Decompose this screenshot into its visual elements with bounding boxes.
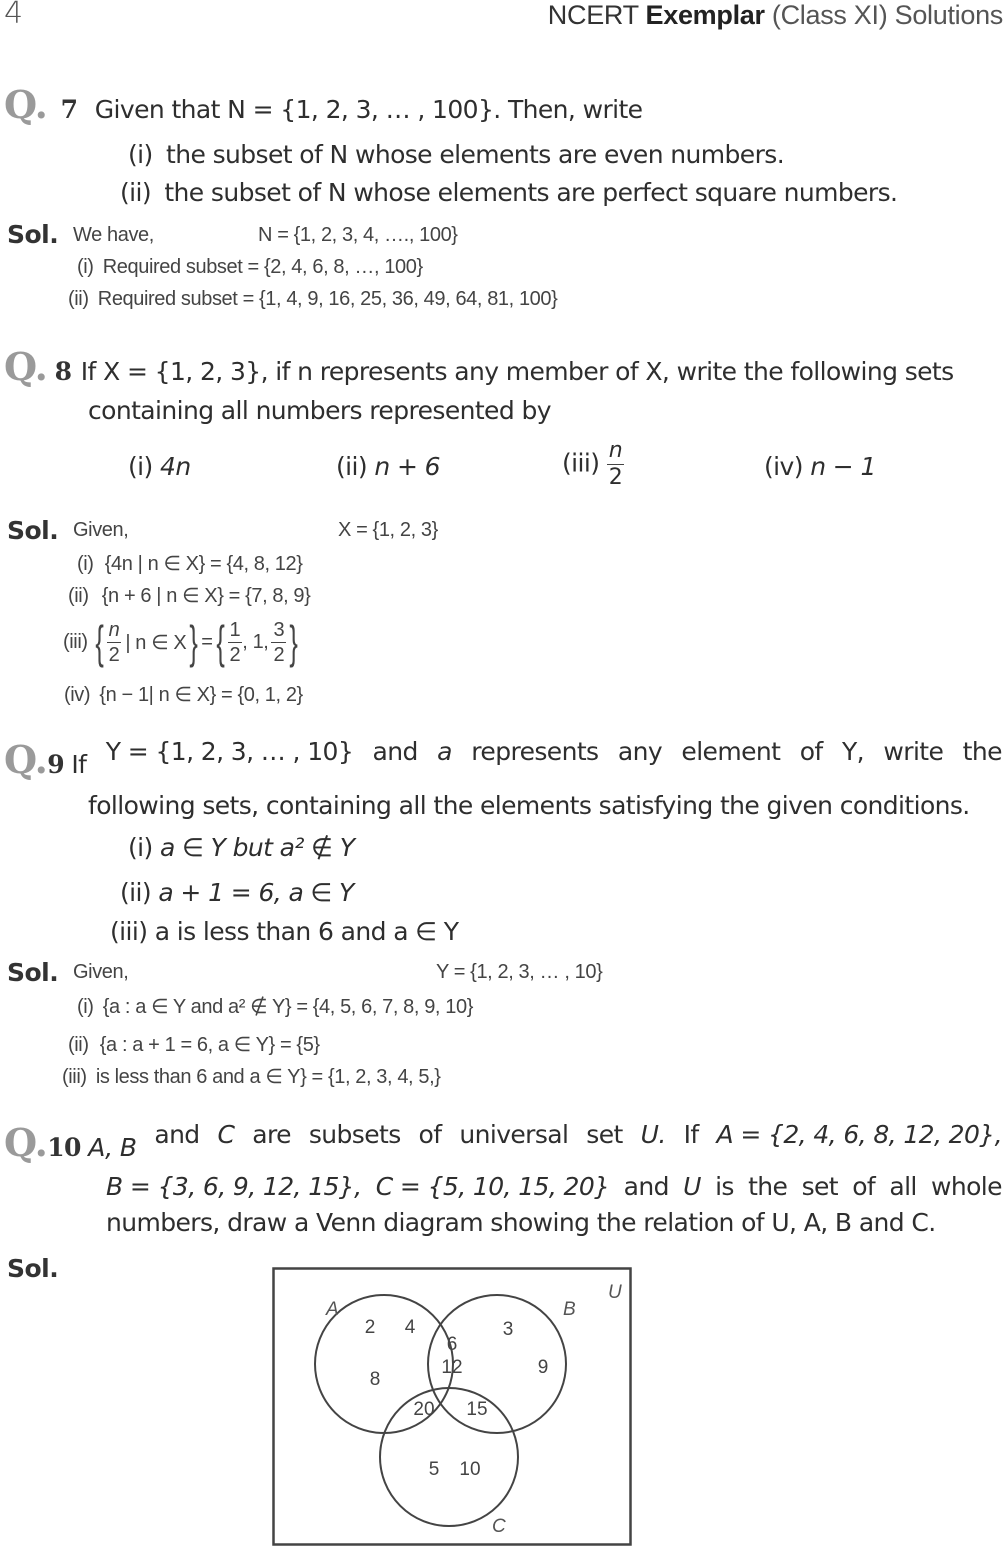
question-text-continued: following sets, containing all the elements satisfying the given conditions. bbox=[88, 791, 970, 820]
solution-given: N = {1, 2, 3, 4, …., 100} bbox=[258, 224, 458, 246]
region-a-and-b: 12 bbox=[441, 1357, 463, 1378]
solution-given: Y = {1, 2, 3, … , 10} bbox=[436, 961, 603, 983]
solution-line: (iii) is less than 6 and a ∈ Y} = {1, 2, 3, 4, 5,} bbox=[62, 1066, 441, 1088]
solution-intro: We have, bbox=[73, 224, 154, 246]
region-b-only: 3 bbox=[502, 1319, 514, 1340]
page-number: 4 bbox=[4, 0, 24, 31]
header-suffix: Solutions bbox=[894, 0, 1003, 30]
question-mark-icon: Q. bbox=[4, 82, 48, 127]
running-header bbox=[548, 0, 1003, 31]
region-c-only: 5 bbox=[428, 1459, 440, 1480]
question-text-continued: containing all numbers represented by bbox=[88, 396, 551, 425]
question-number: 9 bbox=[47, 750, 65, 779]
region-a-only: 4 bbox=[404, 1317, 416, 1338]
header-title-bold: Exemplar bbox=[645, 0, 765, 30]
solution-intro: Given, bbox=[73, 519, 129, 541]
question-text: Given that N = {1, 2, 3, … , 100}. Then, write bbox=[94, 95, 643, 124]
question-mark-icon: Q. bbox=[4, 737, 48, 782]
solution-label: Sol. bbox=[7, 1254, 59, 1283]
solution-line: (i) Required subset = {2, 4, 6, 8, …, 100} bbox=[77, 256, 423, 278]
question-text-continued: B = {3, 6, 9, 12, 15}, C = {5, 10, 15, 20} and U is the set of all whole bbox=[106, 1172, 1002, 1201]
region-b-only: 9 bbox=[537, 1357, 549, 1378]
question-8-part-iv: (iv) n − 1 bbox=[764, 452, 876, 481]
question-9-part-ii: (ii) a + 1 = 6, a ∈ Y bbox=[120, 878, 354, 907]
set-a-label: A bbox=[326, 1299, 339, 1320]
question-7-part-ii: (ii) the subset of N whose elements are perfect square numbers. bbox=[120, 178, 898, 207]
region-b-and-c: 15 bbox=[466, 1399, 488, 1420]
solution-line: (iv) {n − 1| n ∈ X} = {0, 1, 2} bbox=[64, 684, 303, 706]
question-8-part-ii: (ii) n + 6 bbox=[336, 452, 440, 481]
set-c-label: C bbox=[492, 1516, 506, 1537]
question-7-part-i: (i) the subset of N whose elements are even numbers. bbox=[128, 140, 785, 169]
solution-label: Sol. bbox=[7, 220, 59, 249]
header-series: NCERT bbox=[547, 0, 639, 30]
set-c-circle bbox=[380, 1388, 518, 1526]
question-9: Q.9 If Y = {1, 2, 3, … , 10} and a represents any element of Y, write the bbox=[4, 737, 1002, 782]
universe-label: U bbox=[608, 1282, 622, 1303]
question-mark-icon: Q. bbox=[4, 1120, 48, 1165]
question-8-part-i: (i) 4n bbox=[128, 452, 191, 481]
question-text-continued: numbers, draw a Venn diagram showing the relation of U, A, B and C. bbox=[106, 1208, 936, 1237]
solution-given: X = {1, 2, 3} bbox=[338, 519, 438, 541]
region-c-only: 10 bbox=[459, 1459, 481, 1480]
solution-line: (ii) {a : a + 1 = 6, a ∈ Y} = {5} bbox=[68, 1034, 320, 1056]
solution-label: Sol. bbox=[7, 958, 59, 987]
question-9-part-i: (i) a ∈ Y but a² ∉ Y bbox=[128, 833, 355, 862]
set-b-label: B bbox=[563, 1299, 576, 1320]
question-text: If X = {1, 2, 3}, if n represents any member of X, write the following sets bbox=[80, 357, 954, 386]
header-class: (Class XI) bbox=[771, 0, 888, 30]
question-number: 10 bbox=[47, 1133, 81, 1162]
question-mark-icon: Q. bbox=[4, 344, 48, 389]
solution-intro: Given, bbox=[73, 961, 129, 983]
solution-line: (ii) {n + 6 | n ∈ X} = {7, 8, 9} bbox=[68, 585, 311, 607]
question-9-part-iii: (iii) a is less than 6 and a ∈ Y bbox=[110, 917, 459, 946]
question-number: 8 bbox=[54, 357, 72, 386]
region-a-only: 8 bbox=[369, 1369, 381, 1390]
solution-line: (ii) Required subset = {1, 4, 9, 16, 25, 36, 49, 64, 81, 100} bbox=[68, 288, 558, 310]
question-10: Q.10 A, B and C are subsets of universal set U. If A = {2, 4, 6, 8, 12, 20}, bbox=[4, 1120, 1002, 1165]
question-8 bbox=[4, 344, 1002, 389]
solution-line: (i) {a : a ∈ Y and a² ∉ Y} = {4, 5, 6, 7, 8, 9, 10} bbox=[77, 996, 473, 1018]
venn-diagram bbox=[272, 1267, 632, 1546]
solution-line: (i) {4n | n ∈ X} = {4, 8, 12} bbox=[77, 553, 303, 575]
solution-label: Sol. bbox=[7, 516, 59, 545]
region-a-and-c: 20 bbox=[413, 1399, 435, 1420]
solution-line-fraction: (iii) { $\frac{n}{2}$ | n ∈ X } = { $\frac{1}{2}$ , 1, $\frac{3}{2}$ } bbox=[63, 616, 298, 668]
region-a-only: 2 bbox=[364, 1317, 376, 1338]
question-number: 7 bbox=[60, 95, 78, 124]
region-a-and-b: 6 bbox=[446, 1334, 458, 1355]
question-8-part-iii: (iii) $\frac{n}{2}$ bbox=[562, 438, 623, 490]
question-7 bbox=[4, 82, 642, 127]
